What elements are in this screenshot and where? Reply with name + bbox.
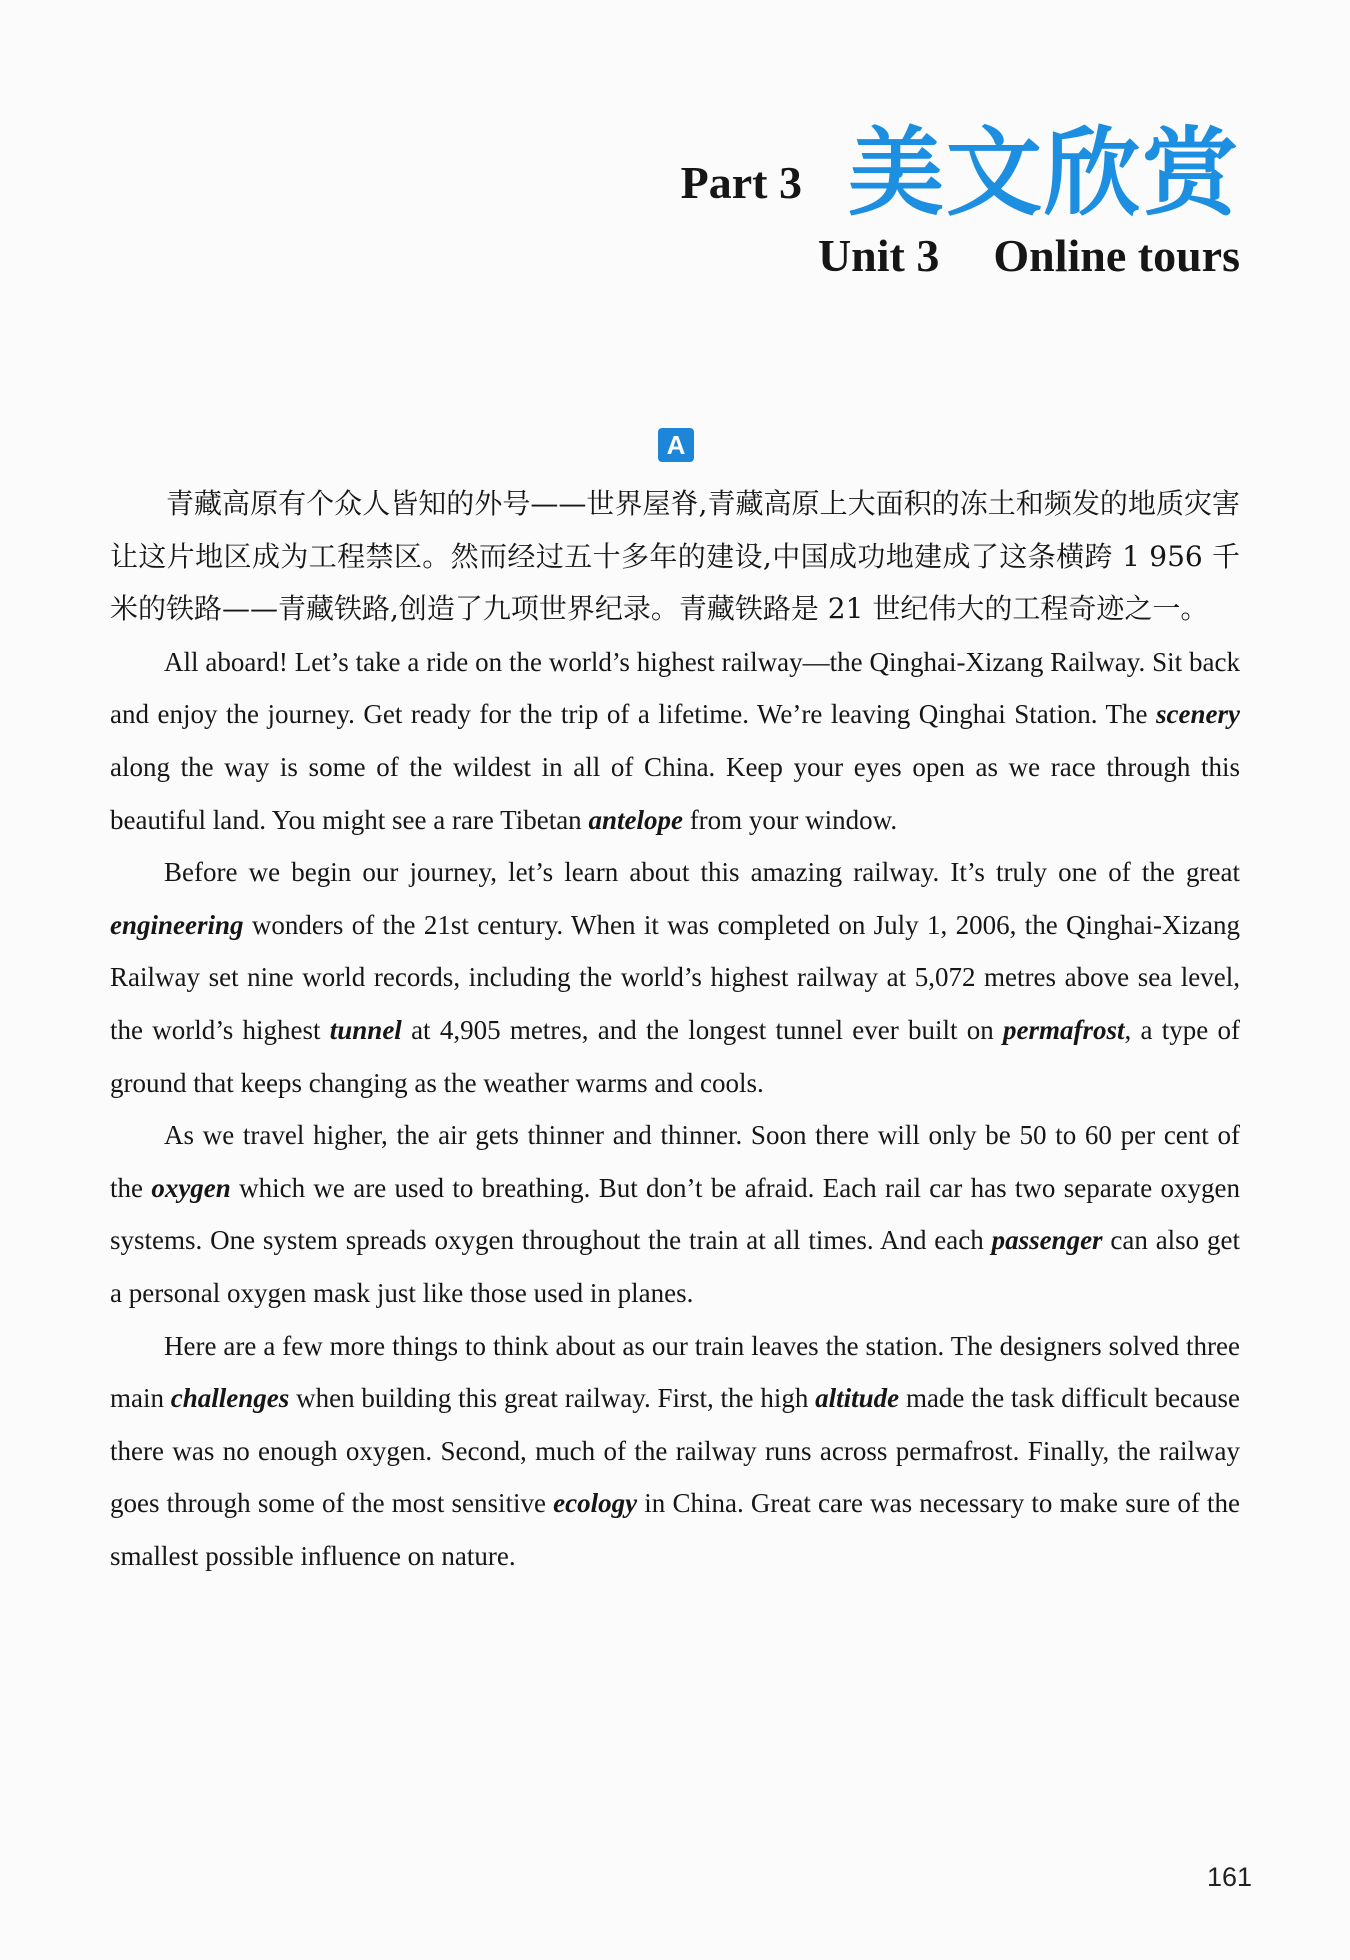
vocab-word: engineering [110,909,244,940]
chinese-intro-paragraph: 青藏高原有个众人皆知的外号——世界屋脊,青藏高原上大面积的冻土和频发的地质灾害让这片地区成为工程禁区。然而经过五十多年的建设,中国成功地建成了这条横跨 1 956 千米的铁路——青藏铁路,创造了九项世界纪录。青藏铁路是 21 世纪伟大的工程奇迹之一。 [110,487,1240,626]
vocab-word: altitude [815,1383,900,1414]
paragraph-3 [110,1109,1240,1319]
text-run: , a type of ground that keeps changing as the weather warms and cools. [110,1014,1240,1098]
text-run: As we travel higher, the air gets thinner and thinner. Soon there will only be 50 to 60 per cent of the [110,1120,1240,1203]
unit-label: Unit 3 [817,230,940,281]
chinese-title: 美文欣赏 [848,117,1240,229]
text-run: when building this great railway. First, the high [289,1383,816,1414]
text-run: can also get a personal oxygen mask just like those used in planes. [110,1225,1240,1308]
paragraph-4 [110,1320,1240,1583]
unit-title: Online tours [993,230,1240,281]
vocab-word: ecology [553,1488,638,1519]
text-run: at 4,905 metres, and the longest tunnel ever built on [401,1014,1004,1045]
page-header [680,117,1240,282]
text-run: which we are used to breathing. But don’t be afraid. Each rail car has two separate oxygen systems. One system spreads oxygen throughout the train at all times. And each [110,1172,1240,1256]
text-run: Here are a few more things to think about as our train leaves the station. The designers solved three main [110,1330,1240,1414]
vocab-word: tunnel [329,1014,402,1045]
vocab-word: passenger [991,1225,1103,1256]
vocab-word: antelope [588,804,683,835]
text-run: Before we begin our journey, let’s learn about this amazing railway. It’s truly one of the great [164,857,1240,888]
article-body [110,478,1240,1582]
title-row [680,117,1240,229]
text-run: made the task difficult because there was no enough oxygen. Second, much of the railway runs across permafrost. Finally, the railway goes through some of the most sensitive [110,1383,1241,1519]
vocab-word: scenery [1156,699,1240,730]
unit-heading [681,229,1240,282]
text-run: All aboard! Let’s take a ride on the world’s highest railway—the Qinghai-Xizang Railway. Sit back and enjoy the journey. Get ready for the trip of a lifetime. We’re leaving Qinghai Station. The [110,646,1240,730]
text-run: wonders of the 21st century. When it was completed on July 1, 2006, the Qinghai-Xizang Railway set nine world records, including the world’s highest railway at 5,072 metres above sea level, the world’s highest [110,909,1240,1045]
paragraph-1 [110,636,1240,846]
text-run: from your window. [682,804,898,835]
text-run: in China. Great care was necessary to make sure of the smallest possible influence on nature. [110,1488,1240,1571]
vocab-word: oxygen [151,1172,231,1203]
page-number: 161 [1206,1862,1252,1892]
vocab-word: permafrost [1003,1014,1125,1045]
paragraph-2 [110,846,1240,1109]
part-label: Part 3 [680,157,802,208]
text-run: along the way is some of the wildest in all of China. Keep your eyes open as we race through this beautiful land. You might see a rare Tibetan [110,751,1240,835]
vocab-word: challenges [170,1383,290,1414]
section-badge: A [658,428,694,462]
